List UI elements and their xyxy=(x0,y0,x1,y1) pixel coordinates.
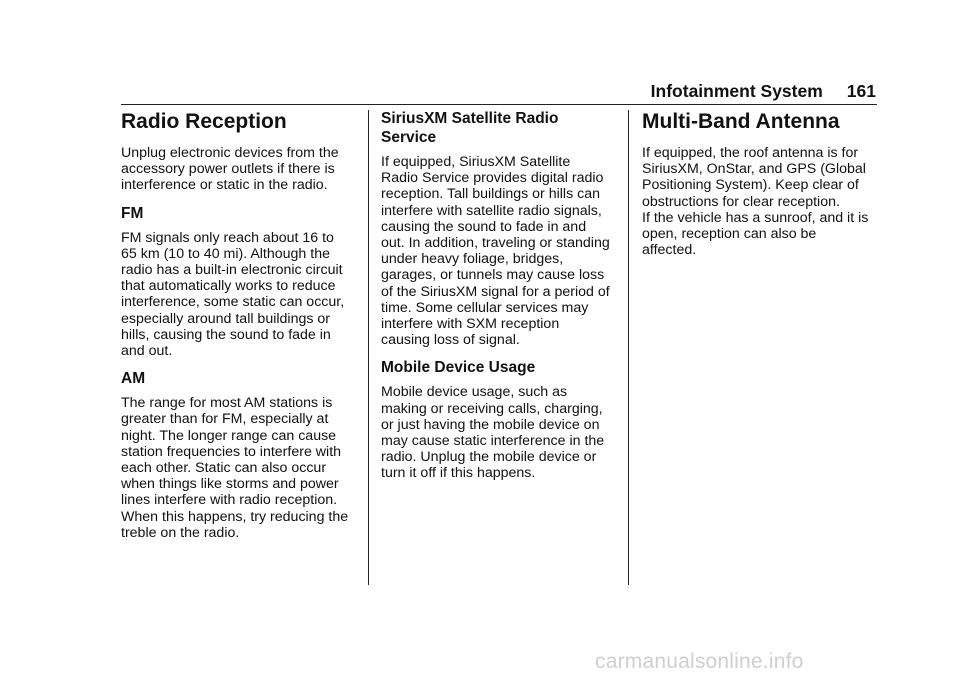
column-divider-2 xyxy=(628,110,629,585)
mobile-device-text: Mobile device usage, such as making or receiving calls, charging, or just having the mobile device on may cause static interference in the radio. Unplug the mobile device or turn it off if this happens. xyxy=(381,384,605,482)
mobile-device-heading: Mobile Device Usage xyxy=(381,359,536,377)
header-rule xyxy=(121,104,877,105)
siriusxm-text: If equipped, SiriusXM Satellite Radio Service provides digital radio reception. Tall buildings or hills can interfere with satellite radio signals, causing the sound to fade in and out. In addition, traveling or standing under heavy foliage, bridges, garages, or tunnels may cause loss of the SiriusXM signal for a period of time. Some cellular services may interfere with SXM reception causing loss of signal. xyxy=(381,154,610,349)
siriusxm-heading: SiriusXM Satellite Radio Service xyxy=(381,110,559,146)
antenna-text-1: If equipped, the roof antenna is for SiriusXM, OnStar, and GPS (Global Positioning System). Keep clear of obstructions for clear reception. xyxy=(642,145,866,210)
page-header xyxy=(0,80,876,102)
antenna-text-2: If the vehicle has a sunroof, and it is open, reception can also be affected. xyxy=(642,209,869,259)
fm-text: FM signals only reach about 16 to 65 km (10 to 40 mi). Although the radio has a built-in electronic circuit that automatically works to reduce interference, some static can occur, especially around tall buildings or hills, causing the sound to fade in and out. xyxy=(121,229,345,360)
column-left xyxy=(121,109,361,541)
multi-band-antenna-heading: Multi-Band Antenna xyxy=(642,110,840,133)
column-divider-1 xyxy=(368,110,369,585)
column-middle xyxy=(381,109,621,482)
page-number: 161 xyxy=(846,81,876,101)
section-title: Infotainment System xyxy=(650,81,823,101)
fm-heading: FM xyxy=(121,204,144,222)
watermark-logo: carmanualsonline.info xyxy=(595,650,804,673)
am-text: The range for most AM stations is greater than for FM, especially at night. The longer range can cause station frequencies to interfere with each other. Static can also occur when things like storms and power lines interfere with radio reception. When this happens, try reducing the treble on the radio. xyxy=(121,395,349,541)
radio-reception-text: Unplug electronic devices from the accessory power outlets if there is interference or static in the radio. xyxy=(121,145,339,194)
radio-reception-heading: Radio Reception xyxy=(121,110,287,133)
am-heading: AM xyxy=(121,370,146,388)
column-right xyxy=(642,109,880,258)
